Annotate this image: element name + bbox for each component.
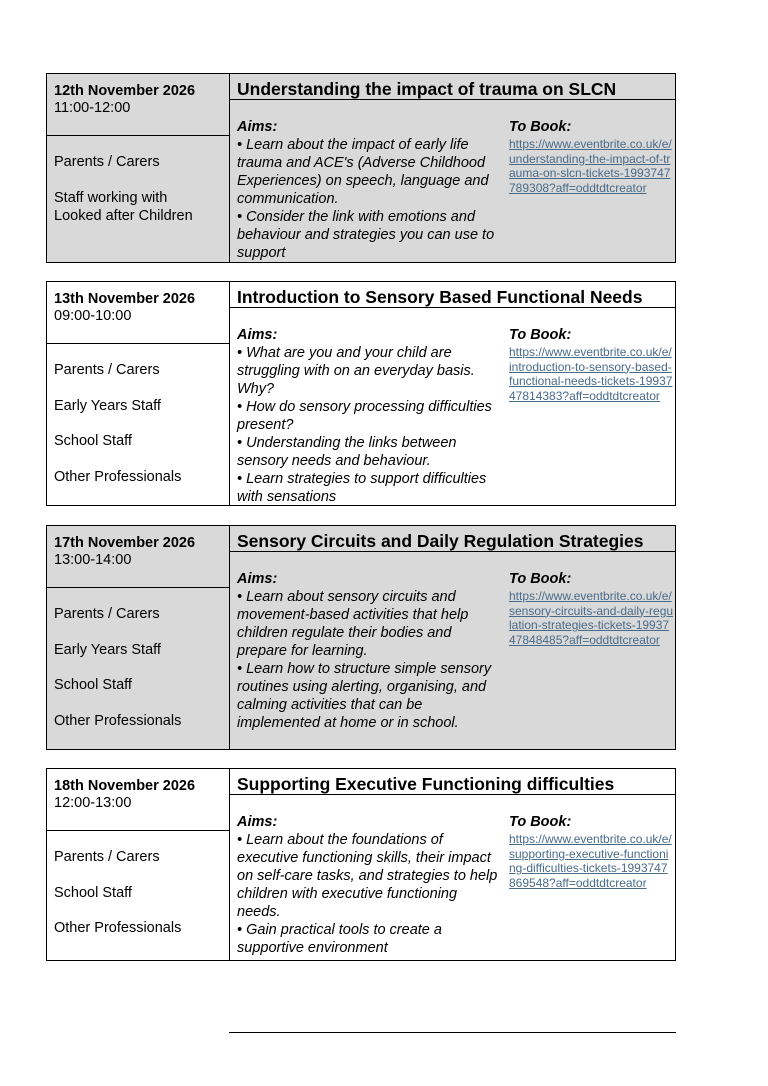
book-heading: To Book: xyxy=(509,327,572,343)
aims-heading: Aims: xyxy=(237,119,278,135)
event-time: 09:00-10:00 xyxy=(54,308,132,324)
date-box xyxy=(47,74,229,136)
event-title: Supporting Executive Functioning difficulties xyxy=(237,774,615,794)
audience-item: Parents / Carers xyxy=(54,362,160,378)
title-row xyxy=(230,74,675,100)
aims-column xyxy=(237,118,502,262)
audience-item: School Staff xyxy=(54,677,132,693)
aims-text: • Learn about the impact of early life trauma and ACE's (Adverse Childhood Experiences) on speech, language and communication. • Consider the link with emotions and behaviour and strategies you can use to support xyxy=(237,137,495,261)
aims-heading: Aims: xyxy=(237,814,278,830)
audience-item: Early Years Staff xyxy=(54,397,161,414)
aims-text: • Learn about the foundations of executive functioning skills, their impact on self-care tasks, and strategies to help children with executive functioning needs. • Gain practical tools to create a supportive environment xyxy=(237,832,498,956)
audience-item: Early Years Staff xyxy=(54,641,161,658)
event-time: 12:00-13:00 xyxy=(54,795,132,811)
event-left-column xyxy=(47,769,230,960)
event-block xyxy=(46,73,676,263)
date-box xyxy=(47,282,229,344)
booking-column xyxy=(509,570,674,647)
aims-column xyxy=(237,326,502,506)
booking-link[interactable]: https://www.eventbrite.co.uk/e/supporting-executive-functioning-difficulties-tickets-1993747869548?aff=oddtdtcreator xyxy=(509,832,672,890)
title-row xyxy=(230,526,675,552)
audience-list xyxy=(54,848,181,955)
date-box xyxy=(47,526,229,588)
event-date: 12th November 2026 xyxy=(54,83,196,99)
book-heading: To Book: xyxy=(509,119,572,135)
audience-item: Other Professionals xyxy=(54,920,182,936)
event-title: Understanding the impact of trauma on SLCN xyxy=(237,79,617,99)
book-heading: To Book: xyxy=(509,571,572,587)
booking-column xyxy=(509,326,674,403)
event-title: Introduction to Sensory Based Functional Needs xyxy=(237,287,643,307)
aims-heading: Aims: xyxy=(237,571,278,587)
audience-list xyxy=(54,361,181,503)
event-date: 13th November 2026 xyxy=(54,291,196,307)
audience-item: Parents / Carers xyxy=(54,606,160,622)
event-left-column xyxy=(47,282,230,505)
audience-list xyxy=(54,605,181,747)
event-time: 11:00-12:00 xyxy=(54,100,131,116)
event-date: 17th November 2026 xyxy=(54,535,196,551)
audience-item: Parents / Carers xyxy=(54,849,160,865)
title-row xyxy=(230,769,675,795)
booking-column xyxy=(509,813,674,890)
aims-heading: Aims: xyxy=(237,327,278,343)
booking-link[interactable]: https://www.eventbrite.co.uk/e/introduction-to-sensory-based-functional-needs-tickets-1993747814383?aff=oddtdtcreator xyxy=(509,345,673,403)
audience-item: Staff working with Looked after Children xyxy=(54,189,193,224)
audience-item: Other Professionals xyxy=(54,712,182,729)
audience-item: Parents / Carers xyxy=(54,154,160,170)
event-date: 18th November 2026 xyxy=(54,778,196,794)
audience-item: School Staff xyxy=(54,884,132,901)
title-row xyxy=(230,282,675,308)
aims-text: • Learn about sensory circuits and movement-based activities that help children regulate their bodies and prepare for learning. • Learn how to structure simple sensory routines using alerting, organising, and calming activities that can be implemented at home or in school. xyxy=(237,589,492,731)
audience-item: School Staff xyxy=(54,433,132,449)
booking-link[interactable]: https://www.eventbrite.co.uk/e/understanding-the-impact-of-trauma-on-slcn-tickets-1993747789308?aff=oddtdtcreator xyxy=(509,137,672,195)
event-left-column xyxy=(47,74,230,262)
event-left-column xyxy=(47,526,230,749)
event-block xyxy=(46,525,676,750)
event-block xyxy=(46,768,676,961)
event-block xyxy=(46,281,676,506)
audience-list xyxy=(54,153,193,242)
footer-divider xyxy=(229,1032,676,1033)
book-heading: To Book: xyxy=(509,814,572,830)
aims-column xyxy=(237,570,502,732)
booking-link[interactable]: https://www.eventbrite.co.uk/e/sensory-circuits-and-daily-regulation-strategies-tickets-1993747848485?aff=oddtdtcreator xyxy=(509,589,674,647)
date-box xyxy=(47,769,229,831)
aims-text: • What are you and your child are struggling with on an everyday basis. Why? • How do sensory processing difficulties present? • Understanding the links between sensory needs and behaviour. • Learn strategies to support difficulties with sensations xyxy=(237,345,492,505)
booking-column xyxy=(509,118,674,195)
aims-column xyxy=(237,813,502,957)
audience-item: Other Professionals xyxy=(54,468,182,485)
event-title: Sensory Circuits and Daily Regulation Strategies xyxy=(237,531,644,551)
event-time: 13:00-14:00 xyxy=(54,552,132,568)
